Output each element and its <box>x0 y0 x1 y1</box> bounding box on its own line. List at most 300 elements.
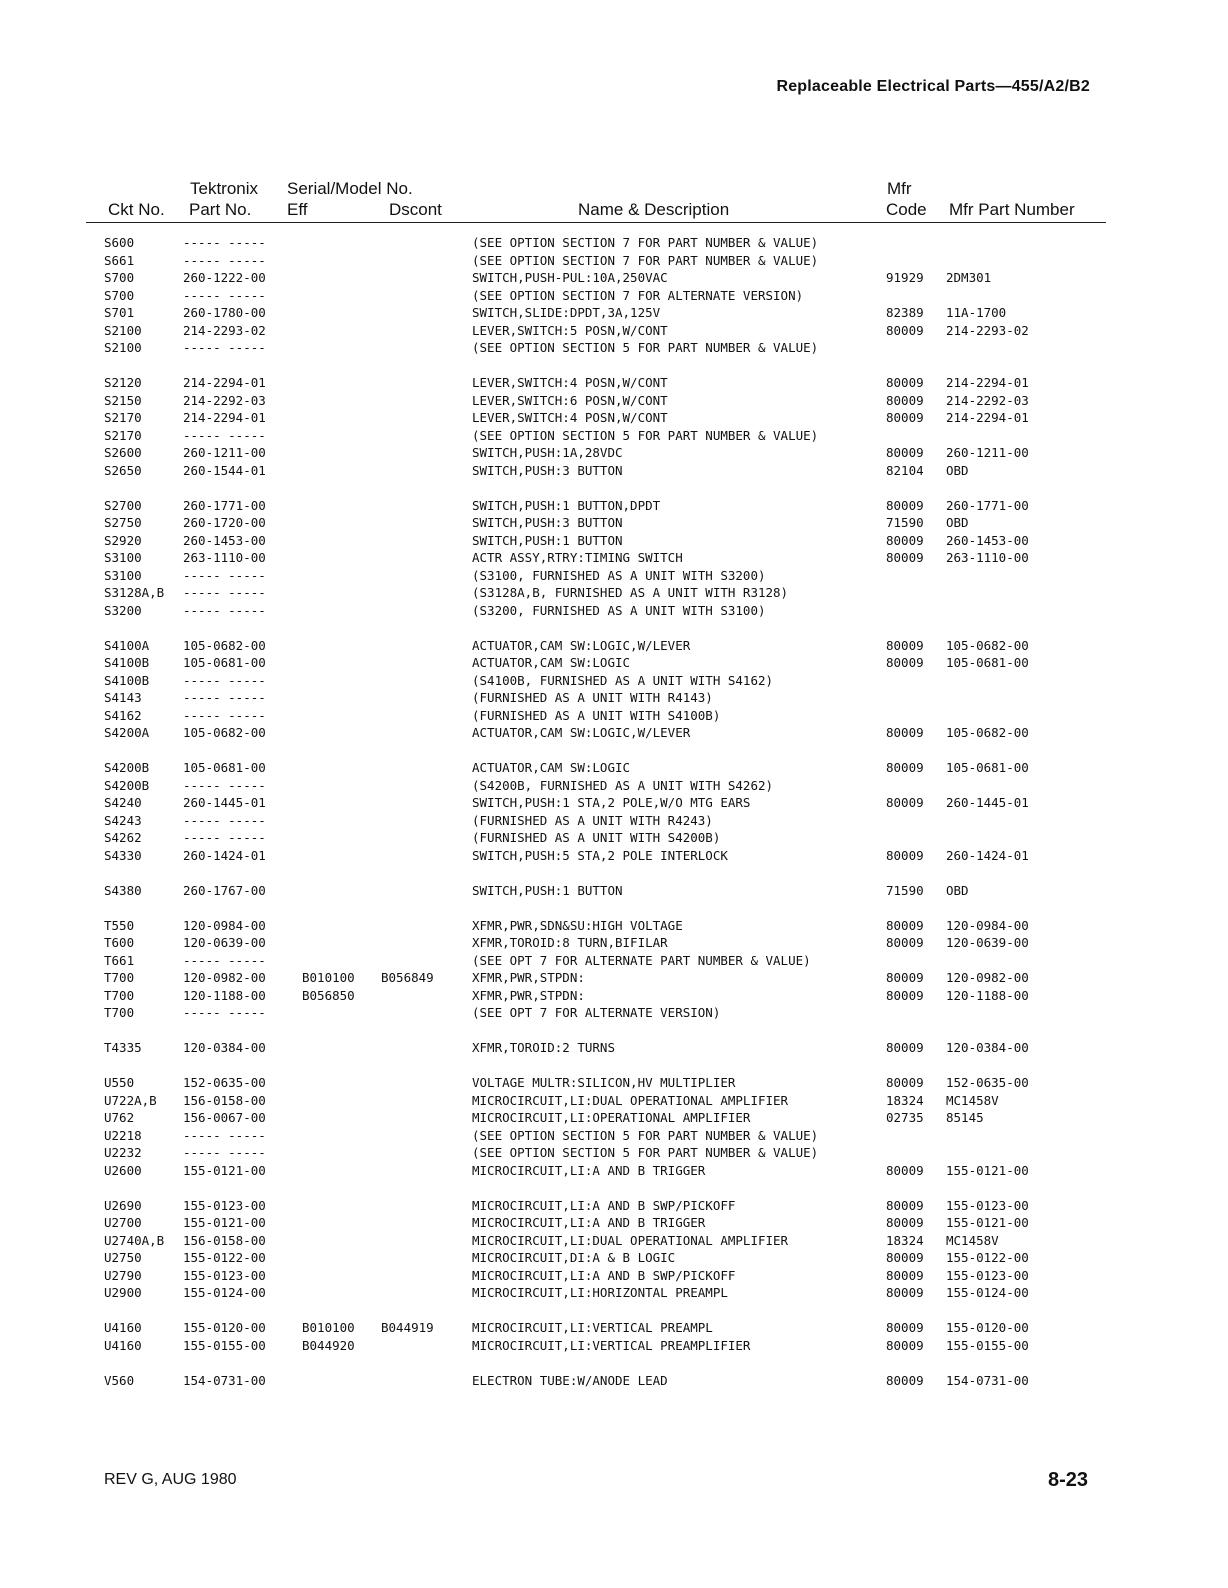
col-dscont: Dscont <box>389 200 442 219</box>
table-row <box>0 1372 1228 1390</box>
mfr-part-number: 11A-1700 <box>946 305 1007 320</box>
ckt-no: T550 <box>104 917 135 933</box>
name-description: XFMR,PWR,STPDN: <box>472 987 585 1003</box>
name-description: LEVER,SWITCH:4 POSN,W/CONT <box>472 375 668 390</box>
table-row <box>0 269 1228 287</box>
parts-group <box>0 637 1228 742</box>
part-no: ----- ----- <box>183 287 266 303</box>
table-row <box>0 584 1228 602</box>
table-row <box>0 339 1228 357</box>
serial-eff: B056850 <box>302 987 355 1003</box>
ckt-no: T600 <box>104 935 135 950</box>
mfr-part-number: 105-0682-00 <box>946 637 1029 653</box>
part-no: 155-0155-00 <box>183 1337 266 1353</box>
mfr-code: 82389 <box>886 305 924 320</box>
mfr-part-number: 155-0123-00 <box>946 1267 1029 1283</box>
name-description: (SEE OPT 7 FOR ALTERNATE VERSION) <box>472 1005 721 1020</box>
part-no: ----- ----- <box>183 1127 266 1143</box>
part-no: 260-1453-00 <box>183 532 266 548</box>
name-description: MICROCIRCUIT,LI:A AND B SWP/PICKOFF <box>472 1267 736 1283</box>
mfr-part-number: MC1458V <box>946 1092 999 1108</box>
part-no: ----- ----- <box>183 235 266 250</box>
name-description: SWITCH,PUSH:1 STA,2 POLE,W/O MTG EARS <box>472 795 751 810</box>
ckt-no: S700 <box>104 270 135 285</box>
part-no: 120-1188-00 <box>183 987 266 1003</box>
mfr-part-number: 105-0681-00 <box>946 760 1029 775</box>
mfr-code: 71590 <box>886 515 924 530</box>
mfr-part-number: 214-2292-03 <box>946 392 1029 408</box>
name-description: ACTUATOR,CAM SW:LOGIC,W/LEVER <box>472 725 691 740</box>
table-row <box>0 1092 1228 1110</box>
ckt-no: U4160 <box>104 1320 142 1335</box>
mfr-code: 02735 <box>886 1110 924 1125</box>
ckt-no: T700 <box>104 970 135 985</box>
mfr-part-number: OBD <box>946 515 969 530</box>
parts-group <box>0 882 1228 900</box>
name-description: (S3100, FURNISHED AS A UNIT WITH S3200) <box>472 567 766 583</box>
name-description: SWITCH,PUSH:1 BUTTON,DPDT <box>472 497 661 513</box>
mfr-code: 80009 <box>886 1075 924 1090</box>
table-row <box>0 322 1228 340</box>
ckt-no: T661 <box>104 952 135 968</box>
mfr-part-number: 155-0121-00 <box>946 1215 1029 1230</box>
name-description: MICROCIRCUIT,LI:HORIZONTAL PREAMPL <box>472 1285 728 1300</box>
table-row <box>0 444 1228 462</box>
part-no: ----- ----- <box>183 252 266 268</box>
name-description: (S4200B, FURNISHED AS A UNIT WITH S4262) <box>472 777 774 793</box>
parts-group <box>0 917 1228 1022</box>
name-description: MICROCIRCUIT,LI:DUAL OPERATIONAL AMPLIFIER <box>472 1232 789 1248</box>
table-row <box>0 1144 1228 1162</box>
part-no: 214-2294-01 <box>183 410 266 425</box>
table-row <box>0 724 1228 742</box>
table-row <box>0 777 1228 795</box>
name-description: (SEE OPTION SECTION 5 FOR PART NUMBER & VALUE) <box>472 1127 819 1143</box>
part-no: 156-0158-00 <box>183 1232 266 1248</box>
page-header-title: Replaceable Electrical Parts—455/A2/B2 <box>776 78 1090 95</box>
ckt-no: T700 <box>104 1005 135 1020</box>
mfr-code: 80009 <box>886 1372 924 1388</box>
table-row <box>0 567 1228 585</box>
name-description: (S3200, FURNISHED AS A UNIT WITH S3100) <box>472 602 766 618</box>
col-mfr-part-number: Mfr Part Number <box>949 200 1075 219</box>
name-description: MICROCIRCUIT,LI:OPERATIONAL AMPLIFIER <box>472 1110 751 1125</box>
name-description: LEVER,SWITCH:5 POSN,W/CONT <box>472 322 668 338</box>
table-row <box>0 829 1228 847</box>
mfr-part-number: 120-0639-00 <box>946 935 1029 950</box>
ckt-no: S3128A,B <box>104 585 165 600</box>
mfr-part-number: 152-0635-00 <box>946 1075 1029 1090</box>
name-description: SWITCH,PUSH:5 STA,2 POLE INTERLOCK <box>472 847 728 863</box>
ckt-no: S2170 <box>104 427 142 443</box>
parts-group <box>0 1319 1228 1354</box>
ckt-no: S661 <box>104 252 135 268</box>
part-no: 156-0158-00 <box>183 1092 266 1108</box>
name-description: MICROCIRCUIT,LI:DUAL OPERATIONAL AMPLIFIER <box>472 1092 789 1108</box>
part-no: 120-0384-00 <box>183 1040 266 1055</box>
part-no: ----- ----- <box>183 812 266 828</box>
name-description: ACTUATOR,CAM SW:LOGIC,W/LEVER <box>472 637 691 653</box>
part-no: 152-0635-00 <box>183 1075 266 1090</box>
table-row <box>0 1232 1228 1250</box>
parts-group <box>0 234 1228 357</box>
ckt-no: S2150 <box>104 392 142 408</box>
ckt-no: U762 <box>104 1110 135 1125</box>
mfr-part-number: 260-1771-00 <box>946 497 1029 513</box>
mfr-code: 18324 <box>886 1092 924 1108</box>
table-row <box>0 1109 1228 1127</box>
mfr-part-number: 214-2294-01 <box>946 410 1029 425</box>
part-no: 120-0984-00 <box>183 917 266 933</box>
table-row <box>0 392 1228 410</box>
parts-list <box>0 234 1228 1407</box>
mfr-part-number: OBD <box>946 882 969 898</box>
col-code: Code <box>886 200 927 219</box>
ckt-no: T700 <box>104 987 135 1003</box>
mfr-code: 80009 <box>886 392 924 408</box>
part-no: 260-1211-00 <box>183 445 266 460</box>
name-description: (SEE OPT 7 FOR ALTERNATE PART NUMBER & VALUE) <box>472 952 811 968</box>
mfr-code: 80009 <box>886 637 924 653</box>
name-description: ELECTRON TUBE:W/ANODE LEAD <box>472 1372 668 1388</box>
part-no: 214-2292-03 <box>183 392 266 408</box>
table-row <box>0 987 1228 1005</box>
ckt-no: S4143 <box>104 690 142 705</box>
col-part-no: Part No. <box>189 200 252 219</box>
ckt-no: U550 <box>104 1075 135 1090</box>
part-no: 155-0123-00 <box>183 1267 266 1283</box>
part-no: 156-0067-00 <box>183 1110 266 1125</box>
part-no: 155-0121-00 <box>183 1215 266 1230</box>
name-description: (SEE OPTION SECTION 7 FOR ALTERNATE VERSION) <box>472 287 804 303</box>
name-description: MICROCIRCUIT,LI:VERTICAL PREAMPL <box>472 1320 713 1335</box>
part-no: ----- ----- <box>183 340 266 355</box>
part-no: 260-1720-00 <box>183 515 266 530</box>
table-row <box>0 1249 1228 1267</box>
table-row <box>0 637 1228 655</box>
name-description: MICROCIRCUIT,DI:A & B LOGIC <box>472 1250 676 1265</box>
part-no: 105-0681-00 <box>183 655 266 670</box>
table-row <box>0 409 1228 427</box>
mfr-code: 80009 <box>886 917 924 933</box>
mfr-code: 80009 <box>886 1040 924 1055</box>
mfr-part-number: 263-1110-00 <box>946 550 1029 565</box>
mfr-code: 80009 <box>886 1215 924 1230</box>
table-row <box>0 952 1228 970</box>
table-row <box>0 1267 1228 1285</box>
table-row <box>0 374 1228 392</box>
mfr-code: 80009 <box>886 532 924 548</box>
mfr-part-number: 120-1188-00 <box>946 987 1029 1003</box>
name-description: XFMR,TOROID:8 TURN,BIFILAR <box>472 935 668 950</box>
part-no: ----- ----- <box>183 707 266 723</box>
mfr-part-number: 260-1424-01 <box>946 847 1029 863</box>
part-no: 155-0120-00 <box>183 1320 266 1335</box>
table-row <box>0 1039 1228 1057</box>
name-description: LEVER,SWITCH:4 POSN,W/CONT <box>472 410 668 425</box>
mfr-part-number: 105-0681-00 <box>946 655 1029 670</box>
parts-group <box>0 1372 1228 1390</box>
name-description: (SEE OPTION SECTION 7 FOR PART NUMBER & VALUE) <box>472 252 819 268</box>
name-description: SWITCH,PUSH:1 BUTTON <box>472 532 623 548</box>
ckt-no: S4262 <box>104 830 142 845</box>
mfr-part-number: 214-2293-02 <box>946 322 1029 338</box>
ckt-no: S2100 <box>104 322 142 338</box>
table-row <box>0 1127 1228 1145</box>
part-no: 260-1771-00 <box>183 497 266 513</box>
serial-eff: B010100 <box>302 970 355 985</box>
table-row <box>0 689 1228 707</box>
table-row <box>0 917 1228 935</box>
part-no: 120-0639-00 <box>183 935 266 950</box>
part-no: 260-1767-00 <box>183 882 266 898</box>
table-row <box>0 234 1228 252</box>
mfr-part-number: OBD <box>946 462 969 478</box>
ckt-no: S4240 <box>104 795 142 810</box>
table-row <box>0 1004 1228 1022</box>
part-no: 105-0682-00 <box>183 725 266 740</box>
mfr-code: 91929 <box>886 270 924 285</box>
table-row <box>0 812 1228 830</box>
ckt-no: S2600 <box>104 445 142 460</box>
mfr-part-number: 120-0982-00 <box>946 970 1029 985</box>
name-description: SWITCH,PUSH:3 BUTTON <box>472 462 623 478</box>
name-description: XFMR,PWR,STPDN: <box>472 970 585 985</box>
part-no: 155-0121-00 <box>183 1162 266 1178</box>
part-no: ----- ----- <box>183 567 266 583</box>
ckt-no: S700 <box>104 287 135 303</box>
mfr-code: 82104 <box>886 462 924 478</box>
name-description: SWITCH,PUSH-PUL:10A,250VAC <box>472 270 668 285</box>
parts-group <box>0 759 1228 864</box>
table-row <box>0 497 1228 515</box>
mfr-part-number: 260-1211-00 <box>946 445 1029 460</box>
mfr-part-number: MC1458V <box>946 1232 999 1248</box>
mfr-part-number: 105-0682-00 <box>946 725 1029 740</box>
col-name-description: Name & Description <box>578 200 730 219</box>
ckt-no: U2900 <box>104 1285 142 1300</box>
serial-eff: B010100 <box>302 1320 355 1335</box>
part-no: 260-1222-00 <box>183 270 266 285</box>
table-row <box>0 934 1228 952</box>
table-row <box>0 462 1228 480</box>
ckt-no: S2100 <box>104 340 142 355</box>
part-no: 120-0982-00 <box>183 970 266 985</box>
mfr-code: 80009 <box>886 987 924 1003</box>
name-description: MICROCIRCUIT,LI:A AND B SWP/PICKOFF <box>472 1197 736 1213</box>
col-mfr: Mfr <box>887 179 912 198</box>
table-row <box>0 1162 1228 1180</box>
part-no: ----- ----- <box>183 952 266 968</box>
table-row <box>0 549 1228 567</box>
mfr-part-number: 120-0984-00 <box>946 917 1029 933</box>
mfr-part-number: 260-1453-00 <box>946 532 1029 548</box>
part-no: 214-2294-01 <box>183 375 266 390</box>
col-tektronix: Tektronix <box>190 179 259 198</box>
name-description: (SEE OPTION SECTION 5 FOR PART NUMBER & VALUE) <box>472 1145 819 1160</box>
mfr-part-number: 120-0384-00 <box>946 1040 1029 1055</box>
ckt-no: S4380 <box>104 882 142 898</box>
ckt-no: U2740A,B <box>104 1232 165 1248</box>
mfr-part-number: 2DM301 <box>946 270 992 285</box>
name-description: MICROCIRCUIT,LI:A AND B TRIGGER <box>472 1162 706 1178</box>
mfr-code: 80009 <box>886 1267 924 1283</box>
table-row <box>0 252 1228 270</box>
parts-group <box>0 1074 1228 1179</box>
part-no: ----- ----- <box>183 585 266 600</box>
serial-dscont: B056849 <box>381 970 434 985</box>
name-description: (FURNISHED AS A UNIT WITH S4200B) <box>472 830 721 845</box>
ckt-no: S2750 <box>104 515 142 530</box>
name-description: (S3128A,B, FURNISHED AS A UNIT WITH R3128) <box>472 585 789 600</box>
table-row <box>0 672 1228 690</box>
mfr-part-number: 155-0120-00 <box>946 1320 1029 1335</box>
name-description: (SEE OPTION SECTION 7 FOR PART NUMBER & VALUE) <box>472 235 819 250</box>
ckt-no: S2170 <box>104 410 142 425</box>
part-no: 105-0681-00 <box>183 760 266 775</box>
name-description: VOLTAGE MULTR:SILICON,HV MULTIPLIER <box>472 1075 736 1090</box>
mfr-code: 80009 <box>886 322 924 338</box>
ckt-no: S4162 <box>104 707 142 723</box>
page-number: 8-23 <box>1047 1469 1088 1491</box>
name-description: SWITCH,PUSH:1A,28VDC <box>472 445 623 460</box>
name-description: MICROCIRCUIT,LI:A AND B TRIGGER <box>472 1215 706 1230</box>
serial-eff: B044920 <box>302 1337 355 1353</box>
revision-label: REV G, AUG 1980 <box>104 1471 237 1488</box>
mfr-code: 80009 <box>886 410 924 425</box>
part-no: ----- ----- <box>183 830 266 845</box>
mfr-part-number: 155-0121-00 <box>946 1162 1029 1178</box>
name-description: XFMR,PWR,SDN&SU:HIGH VOLTAGE <box>472 917 683 933</box>
table-row <box>0 707 1228 725</box>
header-rule <box>86 222 1106 223</box>
part-no: 260-1780-00 <box>183 305 266 320</box>
name-description: SWITCH,PUSH:3 BUTTON <box>472 515 623 530</box>
table-row <box>0 1337 1228 1355</box>
name-description: LEVER,SWITCH:6 POSN,W/CONT <box>472 392 668 408</box>
part-no: 260-1445-01 <box>183 795 266 810</box>
part-no: 155-0124-00 <box>183 1285 266 1300</box>
ckt-no: S4100B <box>104 655 150 670</box>
mfr-part-number: 155-0155-00 <box>946 1337 1029 1353</box>
ckt-no: S2700 <box>104 497 142 513</box>
mfr-part-number: 260-1445-01 <box>946 795 1029 810</box>
mfr-code: 80009 <box>886 935 924 950</box>
ckt-no: S4100B <box>104 672 150 688</box>
ckt-no: U2218 <box>104 1127 142 1143</box>
table-row <box>0 1197 1228 1215</box>
ckt-no: S4200A <box>104 725 150 740</box>
table-row <box>0 654 1228 672</box>
ckt-no: V560 <box>104 1372 135 1388</box>
col-serial-model: Serial/Model No. <box>287 179 413 198</box>
mfr-code: 80009 <box>886 725 924 740</box>
name-description: ACTUATOR,CAM SW:LOGIC <box>472 760 631 775</box>
parts-group <box>0 374 1228 479</box>
mfr-code: 80009 <box>886 760 924 775</box>
mfr-code: 80009 <box>886 445 924 460</box>
part-no: 155-0122-00 <box>183 1250 266 1265</box>
ckt-no: S4330 <box>104 847 142 863</box>
name-description: ACTR ASSY,RTRY:TIMING SWITCH <box>472 550 683 565</box>
mfr-code: 80009 <box>886 1197 924 1213</box>
name-description: (FURNISHED AS A UNIT WITH S4100B) <box>472 707 721 723</box>
parts-group <box>0 1039 1228 1057</box>
table-row <box>0 969 1228 987</box>
name-description: SWITCH,SLIDE:DPDT,3A,125V <box>472 305 661 320</box>
part-no: ----- ----- <box>183 1145 266 1160</box>
table-row <box>0 1284 1228 1302</box>
ckt-no: U2700 <box>104 1215 142 1230</box>
parts-group <box>0 497 1228 620</box>
mfr-code: 80009 <box>886 1320 924 1335</box>
part-no: ----- ----- <box>183 1005 266 1020</box>
ckt-no: S2920 <box>104 532 142 548</box>
mfr-part-number: 154-0731-00 <box>946 1372 1029 1388</box>
mfr-part-number: 85145 <box>946 1110 984 1125</box>
table-row <box>0 532 1228 550</box>
ckt-no: S3100 <box>104 567 142 583</box>
mfr-code: 80009 <box>886 795 924 810</box>
mfr-code: 80009 <box>886 1250 924 1265</box>
mfr-part-number: 214-2294-01 <box>946 375 1029 390</box>
part-no: ----- ----- <box>183 427 266 443</box>
mfr-part-number: 155-0123-00 <box>946 1197 1029 1213</box>
name-description: (FURNISHED AS A UNIT WITH R4243) <box>472 812 713 828</box>
name-description: (SEE OPTION SECTION 5 FOR PART NUMBER & VALUE) <box>472 340 819 355</box>
ckt-no: U2600 <box>104 1162 142 1178</box>
ckt-no: S2120 <box>104 375 142 390</box>
ckt-no: S3100 <box>104 550 142 565</box>
mfr-part-number: 155-0124-00 <box>946 1285 1029 1300</box>
table-row <box>0 427 1228 445</box>
mfr-code: 80009 <box>886 497 924 513</box>
mfr-code: 80009 <box>886 1337 924 1353</box>
ckt-no: S4200B <box>104 760 150 775</box>
table-row <box>0 794 1228 812</box>
part-no: 155-0123-00 <box>183 1197 266 1213</box>
table-row <box>0 1214 1228 1232</box>
name-description: XFMR,TOROID:2 TURNS <box>472 1040 615 1055</box>
mfr-code: 71590 <box>886 882 924 898</box>
name-description: ACTUATOR,CAM SW:LOGIC <box>472 655 631 670</box>
table-row <box>0 847 1228 865</box>
table-row <box>0 304 1228 322</box>
part-no: 260-1424-01 <box>183 847 266 863</box>
ckt-no: S701 <box>104 305 135 320</box>
ckt-no: U2750 <box>104 1250 142 1265</box>
part-no: 105-0682-00 <box>183 637 266 653</box>
name-description: (SEE OPTION SECTION 5 FOR PART NUMBER & VALUE) <box>472 427 819 443</box>
part-no: 214-2293-02 <box>183 322 266 338</box>
table-row <box>0 759 1228 777</box>
part-no: ----- ----- <box>183 777 266 793</box>
ckt-no: S3200 <box>104 602 142 618</box>
mfr-code: 80009 <box>886 550 924 565</box>
table-row <box>0 602 1228 620</box>
ckt-no: S4100A <box>104 637 150 653</box>
mfr-code: 80009 <box>886 375 924 390</box>
mfr-code: 80009 <box>886 655 924 670</box>
name-description: (S4100B, FURNISHED AS A UNIT WITH S4162) <box>472 672 774 688</box>
mfr-code: 18324 <box>886 1232 924 1248</box>
ckt-no: U2232 <box>104 1145 142 1160</box>
table-row <box>0 287 1228 305</box>
mfr-code: 80009 <box>886 1162 924 1178</box>
part-no: 260-1544-01 <box>183 462 266 478</box>
part-no: 154-0731-00 <box>183 1372 266 1388</box>
parts-group <box>0 1197 1228 1302</box>
